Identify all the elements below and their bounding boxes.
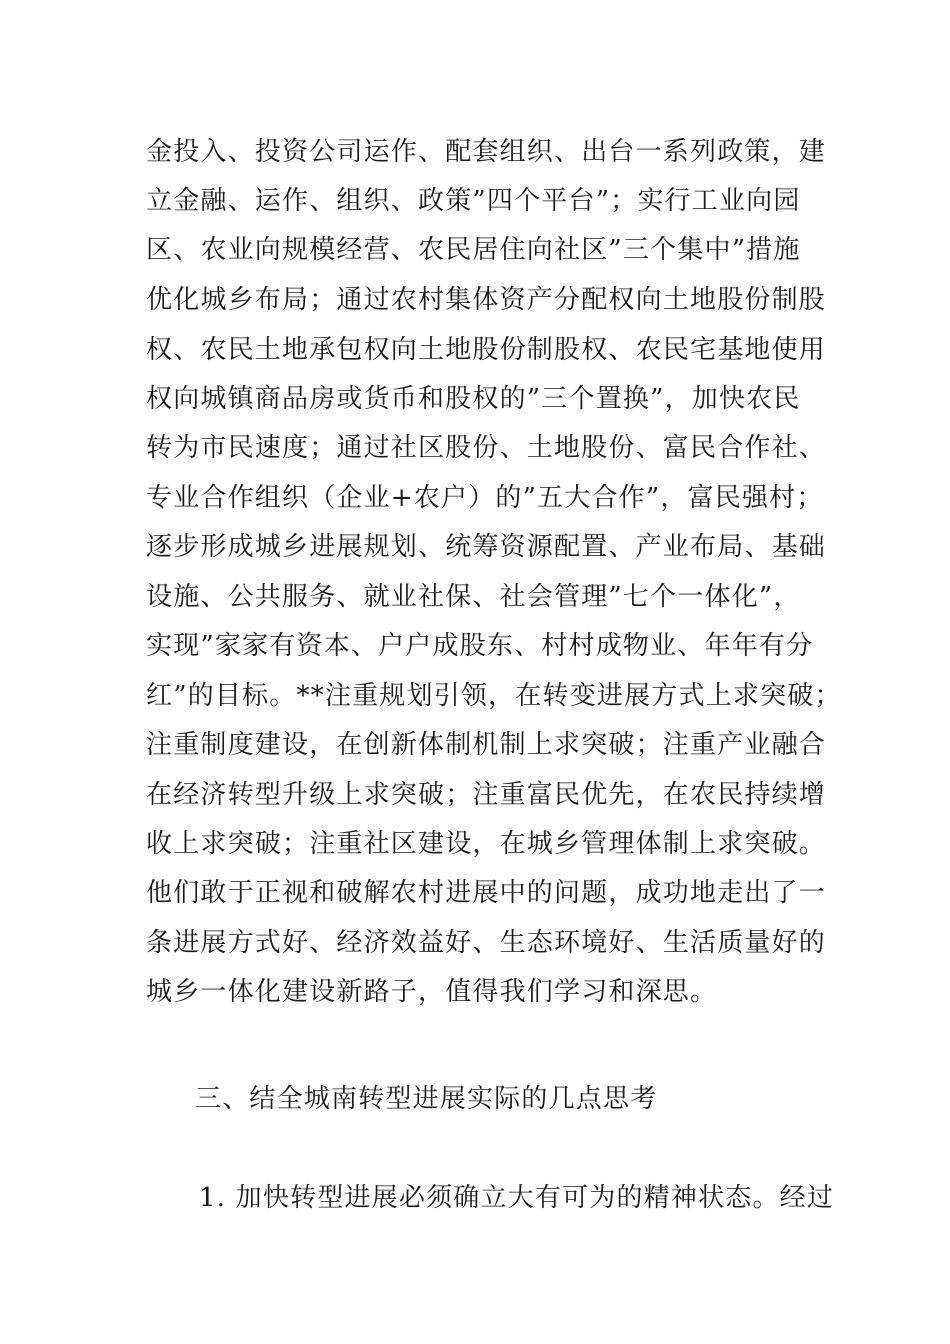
body-line: 金投入、投资公司运作、配套组织、出台一系列政策，建 <box>146 137 827 167</box>
body-line: 实现”家家有资本、户户成股东、村村成物业、年年有分 <box>146 631 814 661</box>
body-line: 注重制度建设，在创新体制机制上求突破；注重产业融合 <box>146 730 827 760</box>
body-line: 设施、公共服务、就业社保、社会管理”七个一体化”， <box>146 582 801 612</box>
body-line: 区、农业向规模经营、农民居住向社区”三个集中”措施 <box>146 235 801 265</box>
section-heading: 三、结全城南转型进展实际的几点思考 <box>195 1084 658 1114</box>
body-line: 红”的目标。**注重规划引领，在转变进展方式上求突破； <box>146 681 842 711</box>
paragraph-first-line: 1. 加快转型进展必须确立大有可为的精神状态。经过 <box>199 1183 835 1213</box>
body-line: 在经济转型升级上求突破；注重富民优先，在农民持续增 <box>146 780 827 810</box>
body-line: 权、农民土地承包权向土地股份制股权、农民宅基地使用 <box>146 335 827 365</box>
body-line: 收上求突破；注重社区建设，在城乡管理体制上求突破。 <box>146 829 827 859</box>
body-line: 权向城镇商品房或货币和股权的”三个置换”，加快农民 <box>146 384 801 414</box>
body-line: 优化城乡布局；通过农村集体资产分配权向土地股份制股 <box>146 285 827 315</box>
body-line: 逐步形成城乡进展规划、统筹资源配置、产业布局、基础 <box>146 532 827 562</box>
body-line: 城乡一体化建设新路子，值得我们学习和深思。 <box>146 977 718 1007</box>
body-line: 他们敢于正视和破解农村进展中的问题，成功地走出了一 <box>146 878 827 908</box>
body-line: 转为市民速度；通过社区股份、土地股份、富民合作社、 <box>146 433 827 463</box>
body-line: 条进展方式好、经济效益好、生态环境好、生活质量好的 <box>146 928 827 958</box>
body-line: 专业合作组织（企业+农户）的”五大合作”，富民强村； <box>146 483 824 513</box>
body-line: 立金融、运作、组织、政策”四个平台”；实行工业向园 <box>146 186 801 216</box>
